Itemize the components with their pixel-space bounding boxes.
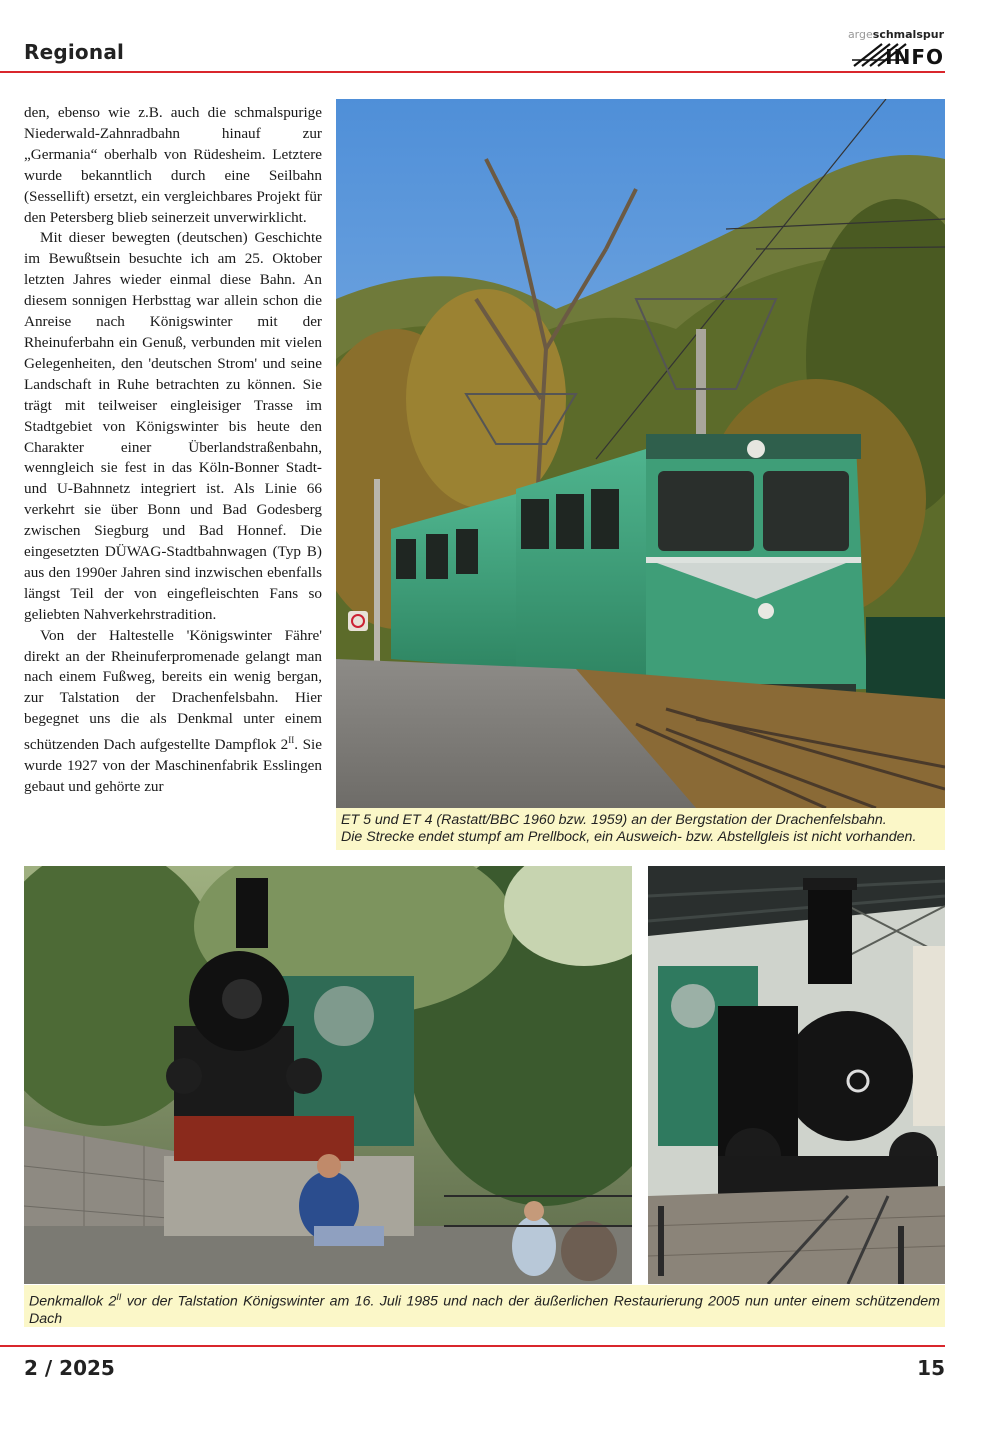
bottom-photo-caption — [24, 1285, 945, 1327]
loco-2005-photo — [648, 866, 945, 1284]
tram-photo — [336, 99, 945, 808]
paragraph-2: Mit dieser bewegten (deutschen) Geschichte im Bewußtsein besuchte ich am 25. Oktober letzten Jahres wieder einmal diese Bahn. An diesem sonnigen Herbsttag war allein schon die Anreise nach Königswinter mit der Rheinuferbahn ein Genuß, verbunden mit vielen Gelegenheiten, den 'deutschen Strom' und seine Landschaft in Ruhe betrachten zu können. Sie trägt mit teilweiser eingleisiger Trasse im Stadtgebiet von Königswinter bis heute den Charakter einer Überlandstraßenbahn, wenngleich sie fest in das Köln-Bonner Stadt- und U-Bahnnetz integriert ist. Als Linie 66 verkehrt sie über Bonn und Bad Godesberg zwischen Siegburg und Bad Honnef. Die eingesetzten DÜWAG-Stadtbahnwagen (Typ B) aus den 1990er Jahren sind inzwischen ebenfalls längst Teil der von eingefleischten Fans so geliebten Nahverkehrstradition. — [24, 229, 322, 623]
magazine-logo — [847, 28, 946, 72]
top-caption-line-2: Die Strecke endet stumpf am Prellbock, ein Ausweich- bzw. Abstellgleis ist nicht vorhanden. — [341, 829, 917, 845]
loco-1985-photo — [24, 866, 632, 1284]
paragraph-3-sup: II — [288, 735, 295, 746]
logo-name: schmalspur — [872, 28, 944, 41]
section-title: Regional — [24, 40, 125, 64]
bottom-caption-text-a: Denkmallok 2 — [29, 1293, 117, 1310]
article-column — [24, 103, 322, 798]
paragraph-1: den, ebenso wie z.B. auch die schmalspurige Niederwald-Zahnradbahn hinauf zur „Germania“ oberhalb von Rüdesheim. Letztere wurde bekanntlich durch eine Seilbahn (Sessellift) ersetzt, ein vergleichbares Projekt für den Petersberg blieb seinerzeit unverwirklicht. — [24, 104, 322, 226]
top-caption-line-1: ET 5 und ET 4 (Rastatt/BBC 1960 bzw. 1959) an der Bergstation der Drachenfelsbahn. — [341, 812, 887, 828]
paragraph-3 — [24, 626, 322, 798]
footer-rule — [0, 1345, 945, 1347]
header-rule — [0, 71, 945, 73]
paragraph-3-text-a: Von der Haltestelle 'Königswinter Fähre' direkt an der Rheinuferpromenade gelangt man nach einem Fußweg, bereits ein wenig bergan, zur Talstation der Drachenfelsbahn. Hier begegnet uns die als Denkmal unter einem schützenden Dach aufgestellte Dampflok 2 — [24, 626, 322, 754]
bottom-caption-sup: II — [116, 1292, 122, 1302]
logo-sub: INFO — [885, 45, 944, 69]
top-photo-caption — [336, 808, 945, 850]
issue-number: 2 / 2025 — [24, 1356, 115, 1380]
paragraph-3-text-b: . Sie wurde 1927 von der Maschinenfabrik Esslingen gebaut und gehörte zur — [24, 736, 322, 796]
page-number: 15 — [917, 1356, 945, 1380]
logo-prefix: arge — [847, 28, 873, 41]
bottom-caption-text-b: vor der Talstation Königswinter am 16. Juli 1985 und nach der äußerlichen Restaurierung 2005 nun unter einem schützendem Dach — [29, 1293, 940, 1327]
